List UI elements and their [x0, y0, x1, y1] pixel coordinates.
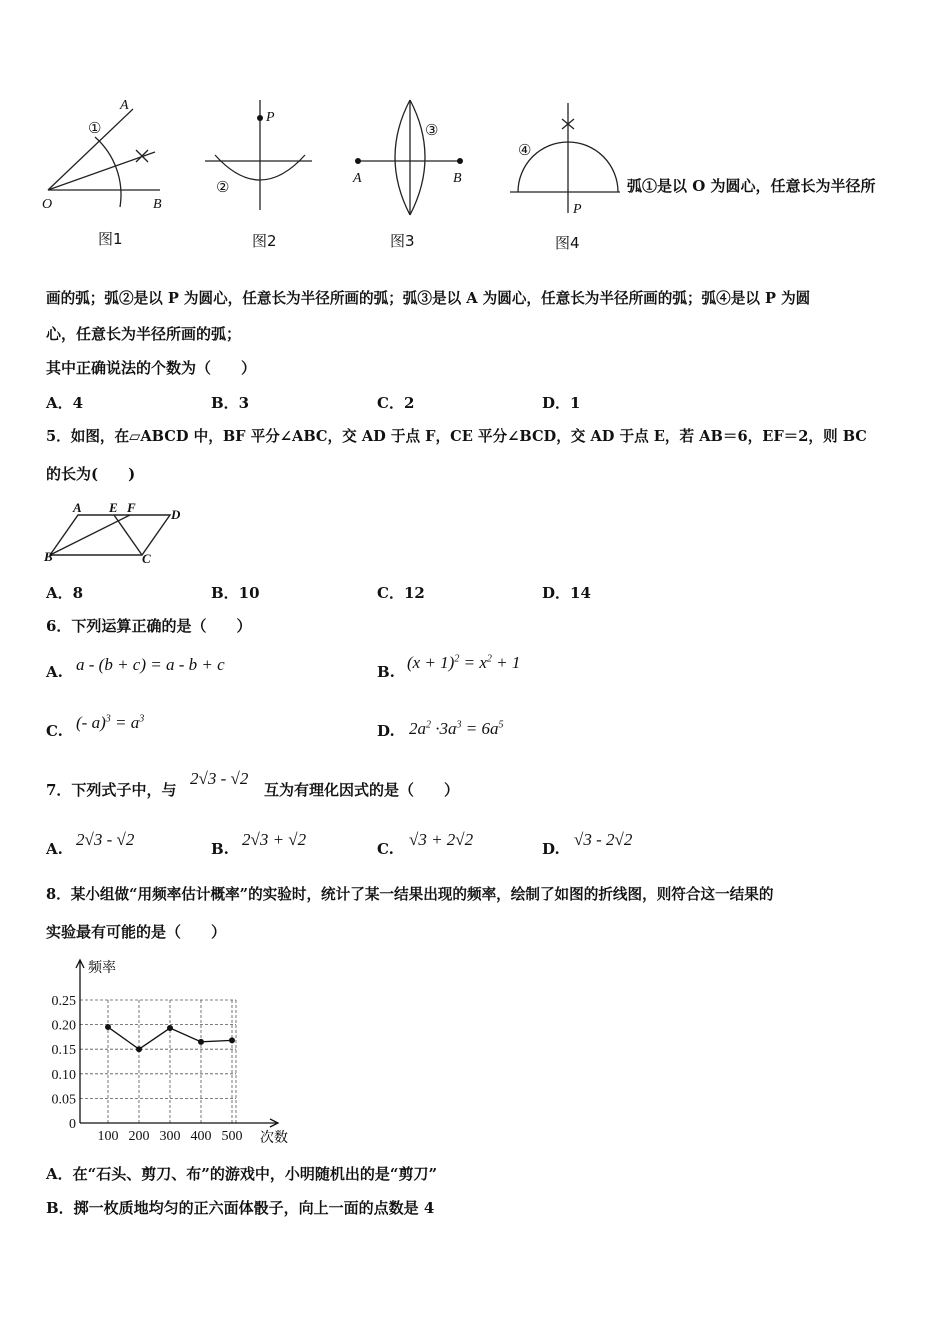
fig2-mark: ②	[216, 180, 230, 196]
data-point	[229, 1037, 235, 1043]
frequency-line-chart	[40, 950, 310, 1150]
q5-label-e: E	[109, 500, 118, 515]
q5-segment-ce	[114, 515, 142, 555]
q4-option-d: D．1	[542, 394, 581, 412]
q6-expr-b: $(x + 1)^2 = x^2 + 1$	[407, 653, 521, 672]
q8-option-a: A．在“石头、剪刀、布”的游戏中，小明随机出的是“剪刀”	[46, 1165, 438, 1183]
y-tick-label: 0	[69, 1117, 76, 1132]
q4-text-line2: 心，任意长为半径所画的弧；	[46, 325, 242, 343]
q4-option-a: A．4	[46, 394, 84, 412]
x-tick-label: 300	[159, 1129, 181, 1144]
y-tick-label: 0.10	[51, 1067, 76, 1083]
fig3-point-a	[355, 158, 361, 164]
fig1-label-b: B	[153, 197, 162, 212]
q6-letter-b: B.	[377, 663, 395, 681]
fig1-label-a: A	[120, 98, 129, 113]
q5-option-c: C．12	[377, 584, 425, 602]
q7-option-a: 2√3 - √2	[76, 830, 135, 849]
q7-option-c: √3 + 2√2	[409, 830, 474, 849]
y-tick-label: 0.20	[51, 1018, 76, 1034]
q5-parallelogram-figure	[40, 495, 200, 575]
q6-letter-a: A.	[46, 663, 63, 681]
q7-letter-d: D.	[542, 840, 560, 858]
fig2-label-p: P	[266, 110, 275, 125]
q4-text-line1: 画的弧；弧②是以 P 为圆心，任意长为半径所画的弧；弧③是以 A 为圆心，任意长为半径所画的弧；弧④是以 P 为圆	[46, 290, 811, 307]
q4-stem: 其中正确说法的个数为（ ）	[46, 359, 257, 377]
q7-letter-c: C.	[377, 840, 394, 858]
x-tick-label: 500	[221, 1129, 243, 1144]
fig4-caption: 图4	[555, 234, 580, 252]
fig2-caption: 图2	[252, 232, 277, 250]
q7-stem-post: 互为有理化因式的是（ ）	[264, 781, 460, 799]
fig2-point-p	[257, 115, 263, 121]
fig4-mark: ④	[518, 143, 532, 159]
figures-row	[40, 95, 640, 255]
q6-letter-d: D.	[377, 722, 395, 740]
q5-label-b: B	[44, 549, 53, 564]
fig1-mark: ①	[88, 121, 102, 137]
q6-expr-c: (- $a)^3 = a^3$	[76, 713, 145, 732]
q4-text-tail: 弧①是以 O 为圆心，任意长为半径所	[627, 177, 876, 195]
q5-label-d: D	[171, 507, 181, 522]
fig4-label-p: P	[573, 202, 582, 217]
q5-parallelogram	[50, 515, 170, 555]
q7-stem-pre: 7．下列式子中，与	[46, 781, 177, 799]
fig3-label-b: B	[453, 171, 462, 186]
y-tick-label: 0.25	[51, 994, 76, 1009]
data-point	[198, 1039, 204, 1045]
q7-letter-b: B.	[211, 840, 229, 858]
q5-stem-line2: 的长为( )	[46, 465, 136, 483]
fig3-point-b	[457, 158, 463, 164]
fig1-label-o: O	[42, 197, 53, 212]
q7-stem-expr: 2√3 - √2	[190, 769, 249, 788]
q8-stem-line1: 8．某小组做“用频率估计概率”的实验时，统计了某一结果出现的频率，绘制了如图的折线图，则符合这一结果的	[46, 886, 774, 903]
y-tick-label: 0.05	[51, 1092, 76, 1108]
q8-option-b: B．掷一枚质地均匀的正六面体骰子，向上一面的点数是 4	[46, 1199, 435, 1217]
q5-option-b: B．10	[211, 584, 260, 602]
fig1-bisector	[48, 152, 155, 190]
q4-option-b: B．3	[211, 394, 250, 412]
x-tick-label: 400	[190, 1129, 212, 1144]
y-axis-title: 频率	[88, 961, 116, 976]
q6-expr-a: a - (b + c) = a - b + c	[76, 655, 225, 674]
fig3-label-a: A	[353, 171, 362, 186]
q6-expr-d: $2a^2 \cdot 3a^3 = 6a^5$	[409, 719, 504, 738]
q7-option-b: 2√3 + √2	[242, 830, 307, 849]
data-point	[136, 1046, 142, 1052]
q5-label-a: A	[73, 500, 82, 515]
data-point	[105, 1024, 111, 1030]
fig3-arc-right	[410, 100, 425, 215]
q5-option-d: D．14	[542, 584, 591, 602]
q5-stem-line1: 5．如图，在▱ABCD 中，BF 平分∠ABC，交 AD 于点 F，CE 平分∠BCD，交 AD 于点 E，若 AB＝6，EF＝2，则 BC	[46, 428, 867, 445]
q6-letter-c: C.	[46, 722, 63, 740]
data-point	[167, 1025, 173, 1031]
x-tick-label: 200	[128, 1129, 150, 1144]
x-tick-label: 100	[97, 1129, 119, 1144]
q8-stem-line2: 实验最有可能的是（ ）	[46, 923, 227, 941]
y-tick-label: 0.15	[51, 1043, 76, 1059]
fig1-caption: 图1	[98, 230, 123, 248]
q7-option-d: √3 - 2√2	[574, 830, 633, 849]
q4-option-c: C．2	[377, 394, 415, 412]
q7-letter-a: A.	[46, 840, 63, 858]
q5-label-c: C	[142, 551, 151, 566]
fig3-caption: 图3	[390, 232, 415, 250]
q5-label-f: F	[127, 500, 136, 515]
x-axis-title: 次数	[260, 1131, 288, 1146]
q6-stem: 6．下列运算正确的是（ ）	[46, 617, 252, 635]
q5-option-a: A．8	[46, 584, 84, 602]
fig3-mark: ③	[425, 123, 439, 139]
fig3-arc-left	[395, 100, 410, 215]
